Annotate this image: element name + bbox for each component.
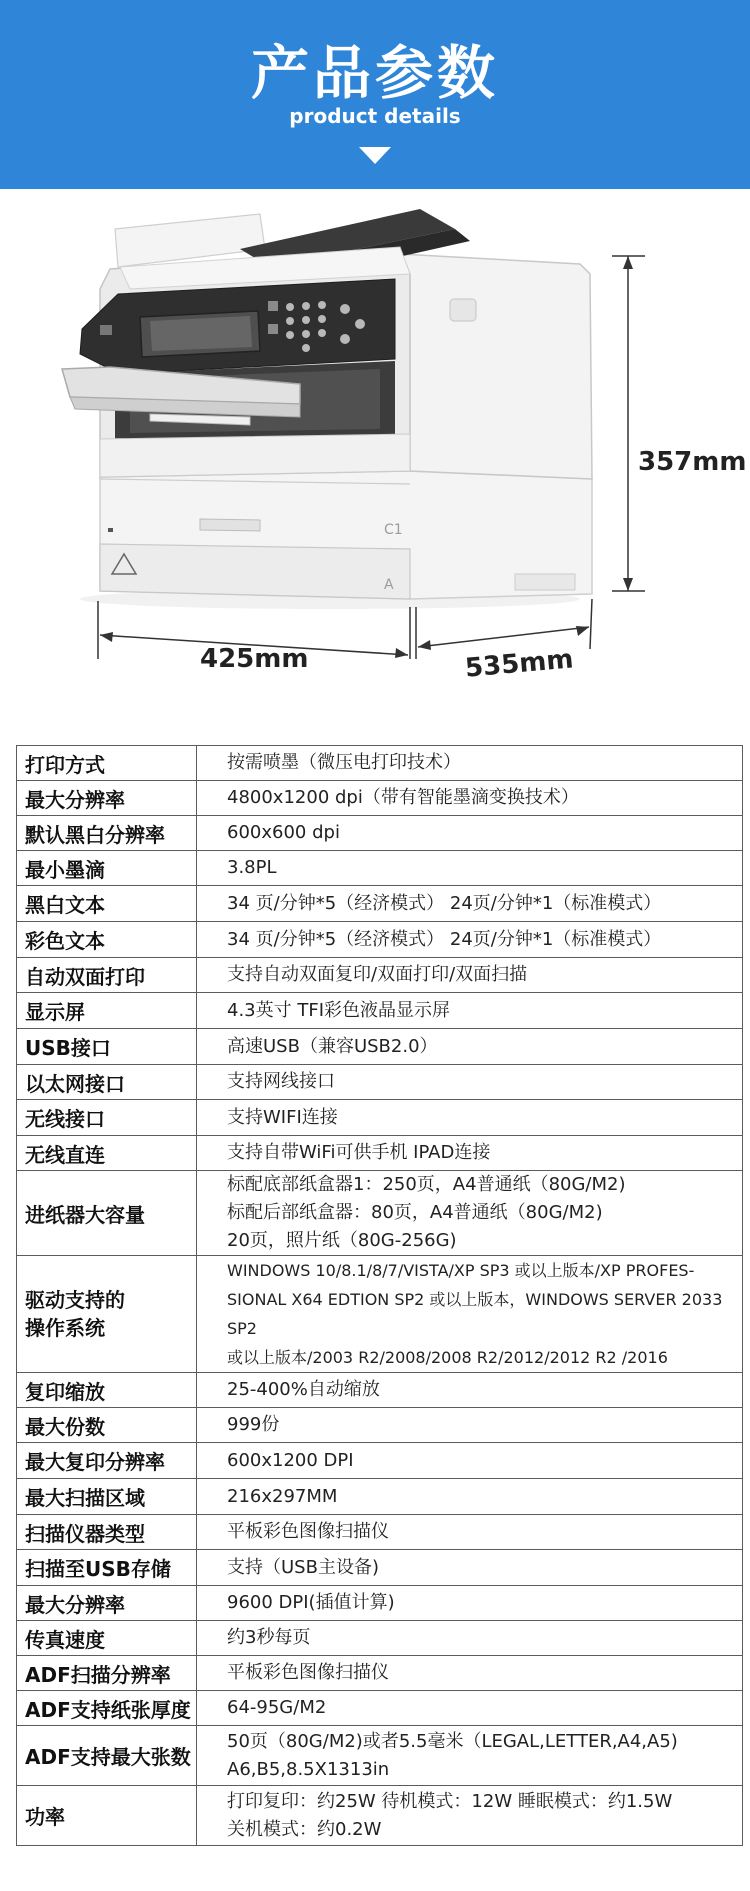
spec-value bbox=[197, 1586, 743, 1621]
spec-value-line: 20页，照片纸（80G-256G) bbox=[227, 1230, 457, 1251]
spec-value-line: 按需喷墨（微压电打印技术） bbox=[227, 752, 461, 773]
spec-value-line: 支持WIFI连接 bbox=[227, 1106, 338, 1128]
spec-value bbox=[197, 1726, 743, 1786]
spec-row bbox=[17, 1373, 743, 1408]
spec-value bbox=[197, 1691, 743, 1726]
spec-value-line: 关机模式：约0.2W bbox=[227, 1818, 382, 1840]
spec-row bbox=[17, 1171, 743, 1256]
spec-name: 显示屏 bbox=[17, 993, 197, 1029]
spec-value-line: 600x600 dpi bbox=[227, 822, 340, 843]
spec-row bbox=[17, 1100, 743, 1136]
spec-row bbox=[17, 1256, 743, 1373]
spec-value bbox=[197, 1373, 743, 1408]
spec-row bbox=[17, 1691, 743, 1726]
spec-value bbox=[197, 1550, 743, 1586]
spec-name: 最大扫描区域 bbox=[17, 1479, 197, 1515]
spec-value-line: 约3秒每页 bbox=[227, 1627, 311, 1648]
spec-value-line: SIONAL X64 EDTION SP2 或以上版本，WINDOWS SERVER 2033 SP2 bbox=[227, 1290, 723, 1338]
spec-value-line: 打印复印：约25W 待机模式：12W 睡眠模式：约1.5W bbox=[227, 1790, 673, 1812]
spec-value bbox=[197, 993, 743, 1029]
spec-value bbox=[197, 1256, 743, 1373]
spec-row bbox=[17, 1065, 743, 1100]
spec-name: ADF支持纸张厚度 bbox=[17, 1691, 197, 1726]
spec-value-line: 平板彩色图像扫描仪 bbox=[227, 1521, 389, 1542]
dimension-depth: 535mm bbox=[463, 644, 575, 684]
spec-name-line: 操作系统 bbox=[25, 1316, 105, 1340]
spec-value-line: 25-400%自动缩放 bbox=[227, 1379, 380, 1400]
spec-value-line: 标配底部纸盒器1：250页，A4普通纸（80G/M2) bbox=[227, 1174, 626, 1195]
spec-value bbox=[197, 1515, 743, 1550]
spec-name: 进纸器大容量 bbox=[17, 1171, 197, 1256]
spec-row bbox=[17, 851, 743, 886]
spec-row bbox=[17, 1656, 743, 1691]
spec-value bbox=[197, 1100, 743, 1136]
spec-name: 以太网接口 bbox=[17, 1065, 197, 1100]
spec-table bbox=[16, 745, 743, 1846]
spec-value-line: 标配后部纸盒器：80页，A4普通纸（80G/M2) bbox=[227, 1202, 603, 1223]
spec-row bbox=[17, 1621, 743, 1656]
spec-name: 功率 bbox=[17, 1786, 197, 1846]
spec-row bbox=[17, 1136, 743, 1171]
spec-value bbox=[197, 781, 743, 816]
spec-value bbox=[197, 1408, 743, 1443]
spec-name bbox=[17, 1256, 197, 1373]
spec-value bbox=[197, 1171, 743, 1256]
spec-name: ADF扫描分辨率 bbox=[17, 1656, 197, 1691]
spec-row bbox=[17, 993, 743, 1029]
spec-name: 黑白文本 bbox=[17, 886, 197, 922]
page-subtitle: product details bbox=[289, 104, 461, 128]
spec-value-line: 50页（80G/M2)或者5.5毫米（LEGAL,LETTER,A4,A5) bbox=[227, 1730, 678, 1752]
page-title: 产品参数 bbox=[250, 39, 499, 107]
spec-value bbox=[197, 958, 743, 993]
spec-name: 扫描至USB存储 bbox=[17, 1550, 197, 1586]
spec-value-line: 9600 DPI(插值计算) bbox=[227, 1592, 395, 1613]
spec-value bbox=[197, 746, 743, 781]
spec-value-line: 4800x1200 dpi（带有智能墨滴变换技术） bbox=[227, 787, 579, 808]
spec-value-line: 平板彩色图像扫描仪 bbox=[227, 1662, 389, 1683]
spec-value bbox=[197, 1621, 743, 1656]
spec-row bbox=[17, 1443, 743, 1479]
spec-value bbox=[197, 1656, 743, 1691]
spec-value bbox=[197, 1029, 743, 1065]
spec-value-line: 支持网线接口 bbox=[227, 1071, 335, 1092]
spec-value bbox=[197, 1479, 743, 1515]
spec-name: 彩色文本 bbox=[17, 922, 197, 958]
product-image-area bbox=[0, 189, 750, 749]
spec-value-line: 64-95G/M2 bbox=[227, 1697, 327, 1718]
spec-value bbox=[197, 922, 743, 958]
spec-row bbox=[17, 746, 743, 781]
spec-row bbox=[17, 1586, 743, 1621]
spec-name: 无线接口 bbox=[17, 1100, 197, 1136]
spec-value-line: 34 页/分钟*5（经济模式） 24页/分钟*1（标准模式） bbox=[227, 892, 662, 914]
spec-value bbox=[197, 816, 743, 851]
spec-value bbox=[197, 1443, 743, 1479]
dimension-width: 425mm bbox=[200, 644, 309, 674]
spec-name: 最大分辨率 bbox=[17, 781, 197, 816]
spec-value-line: 3.8PL bbox=[227, 857, 277, 878]
spec-value-line: 4.3英寸 TFI彩色液晶显示屏 bbox=[227, 999, 451, 1021]
spec-name: 复印缩放 bbox=[17, 1373, 197, 1408]
spec-value-line: 支持自带WiFi可供手机 IPAD连接 bbox=[227, 1142, 491, 1163]
down-arrow-icon bbox=[359, 147, 391, 164]
spec-value bbox=[197, 1786, 743, 1846]
spec-value-line: 34 页/分钟*5（经济模式） 24页/分钟*1（标准模式） bbox=[227, 928, 662, 950]
spec-row bbox=[17, 1479, 743, 1515]
tray-label-c1: C1 bbox=[384, 522, 403, 538]
spec-name-line: 驱动支持的 bbox=[25, 1288, 125, 1312]
spec-value-line: 或以上版本/2003 R2/2008/2008 R2/2012/2012 R2 /2016 bbox=[227, 1348, 668, 1367]
spec-name: 无线直连 bbox=[17, 1136, 197, 1171]
spec-value-line: 支持自动双面复印/双面打印/双面扫描 bbox=[227, 964, 528, 985]
spec-row bbox=[17, 886, 743, 922]
spec-value bbox=[197, 851, 743, 886]
spec-name: ADF支持最大张数 bbox=[17, 1726, 197, 1786]
spec-name: 最大复印分辨率 bbox=[17, 1443, 197, 1479]
spec-row bbox=[17, 1786, 743, 1846]
spec-value-line: WINDOWS 10/8.1/8/7/VISTA/XP SP3 或以上版本/XP PROFES- bbox=[227, 1261, 695, 1280]
spec-value bbox=[197, 886, 743, 922]
spec-name: 自动双面打印 bbox=[17, 958, 197, 993]
spec-name: 最小墨滴 bbox=[17, 851, 197, 886]
spec-value bbox=[197, 1065, 743, 1100]
spec-row bbox=[17, 816, 743, 851]
spec-value-line: A6,B5,8.5X1313in bbox=[227, 1758, 390, 1780]
spec-value-line: 高速USB（兼容USB2.0） bbox=[227, 1035, 438, 1057]
spec-name: 最大份数 bbox=[17, 1408, 197, 1443]
tray-label-a: A bbox=[384, 577, 394, 593]
spec-row bbox=[17, 1029, 743, 1065]
spec-value-line: 600x1200 DPI bbox=[227, 1449, 354, 1471]
spec-value bbox=[197, 1136, 743, 1171]
spec-row bbox=[17, 1726, 743, 1786]
spec-value-line: 支持（USB主设备) bbox=[227, 1556, 379, 1578]
dimension-height: 357mm bbox=[638, 447, 747, 477]
spec-row bbox=[17, 1515, 743, 1550]
spec-name: 打印方式 bbox=[17, 746, 197, 781]
spec-row bbox=[17, 1408, 743, 1443]
spec-name: 最大分辨率 bbox=[17, 1586, 197, 1621]
spec-value-line: 216x297MM bbox=[227, 1485, 338, 1507]
spec-row bbox=[17, 781, 743, 816]
spec-row bbox=[17, 922, 743, 958]
header-banner bbox=[0, 0, 750, 189]
spec-name: 扫描仪器类型 bbox=[17, 1515, 197, 1550]
spec-row bbox=[17, 1550, 743, 1586]
spec-row bbox=[17, 958, 743, 993]
spec-name: 传真速度 bbox=[17, 1621, 197, 1656]
spec-value-line: 999份 bbox=[227, 1414, 280, 1435]
spec-name: USB接口 bbox=[17, 1029, 197, 1065]
spec-name: 默认黑白分辨率 bbox=[17, 816, 197, 851]
